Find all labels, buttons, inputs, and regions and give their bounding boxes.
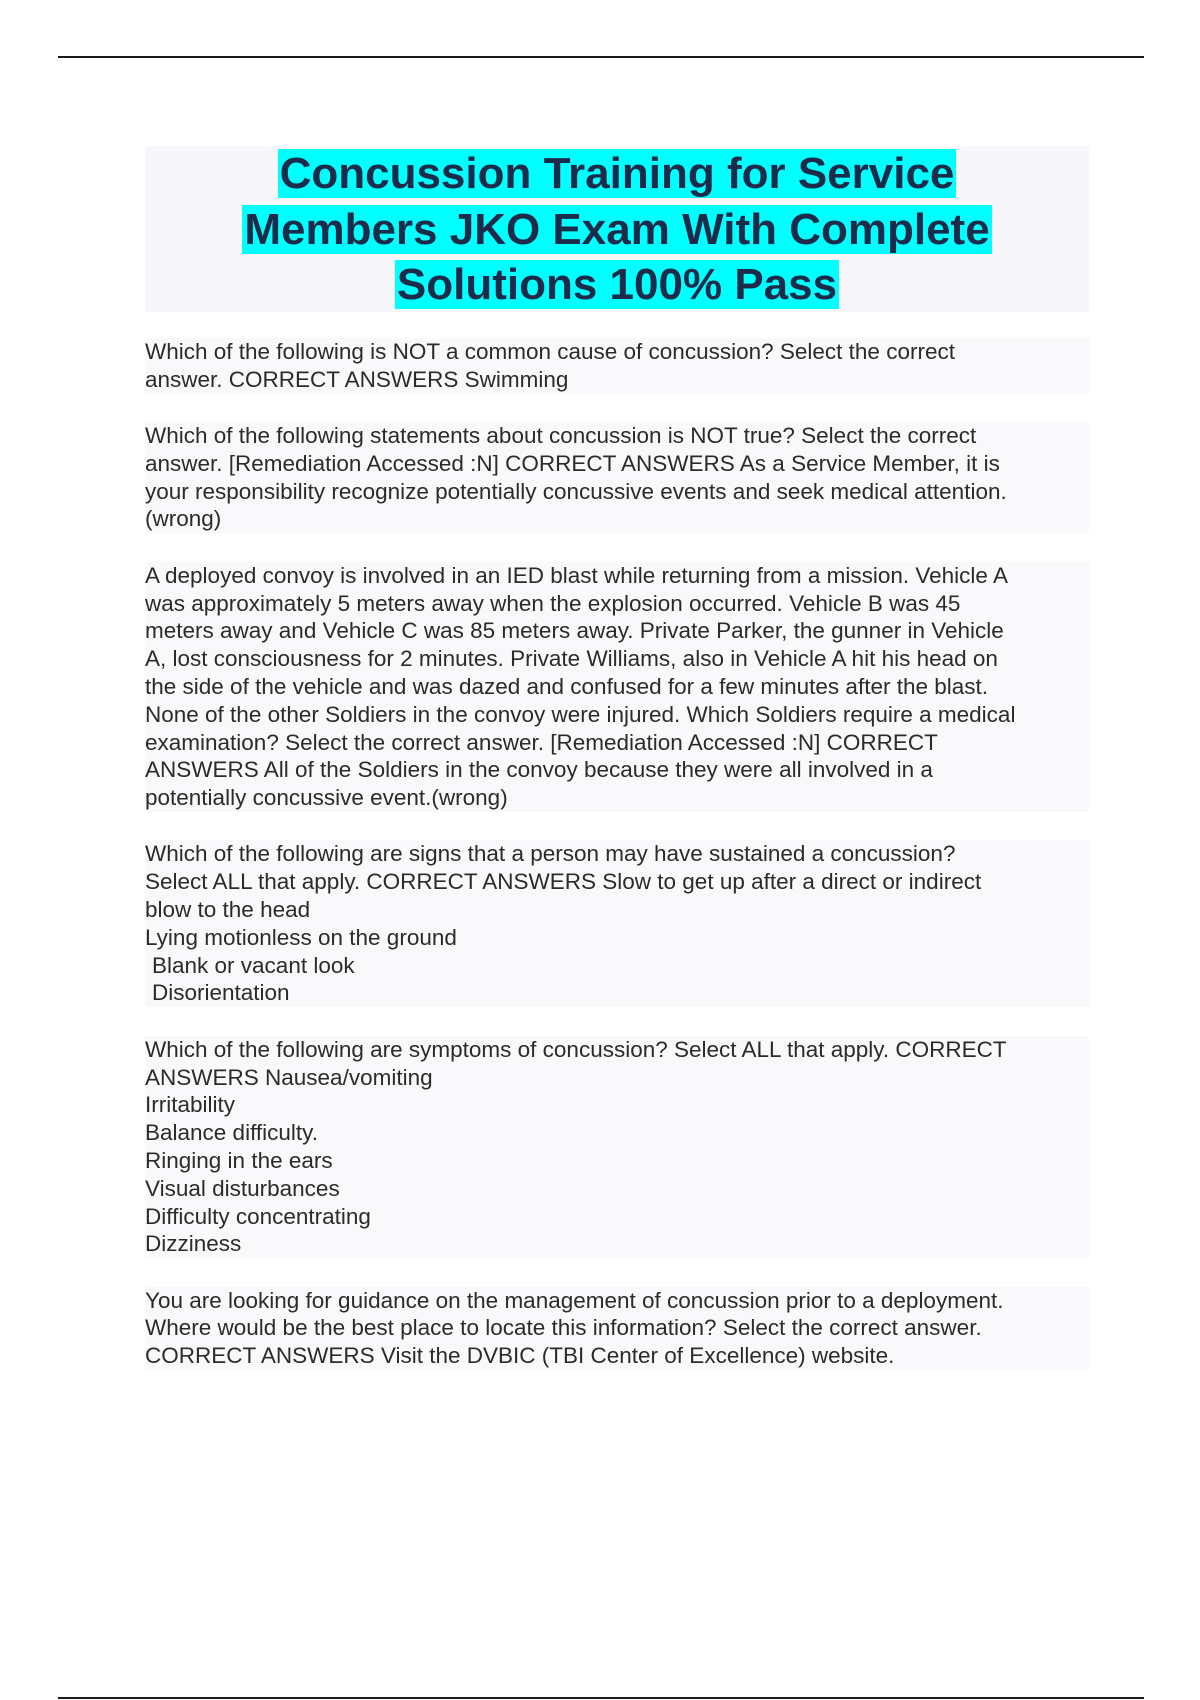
qa-line: Irritability: [145, 1092, 236, 1118]
qa-item-5: [145, 1036, 1089, 1258]
qa-line: answer. CORRECT ANSWERS Swimming: [145, 366, 569, 392]
qa-item-1: [145, 338, 1089, 394]
document-body: [145, 338, 1089, 1399]
qa-line: Which of the following is NOT a common cause of concussion? Select the correct: [145, 339, 955, 364]
qa-line: Ringing in the ears: [145, 1147, 333, 1173]
qa-item-4: [145, 840, 1089, 1007]
bottom-rule: [58, 1697, 1144, 1699]
qa-line: was approximately 5 meters away when the explosion occurred. Vehicle B was 45: [145, 590, 961, 616]
qa-line: examination? Select the correct answer. [Remediation Accessed :N] CORRECT: [145, 729, 938, 755]
qa-line: None of the other Soldiers in the convoy were injured. Which Soldiers require a medical: [145, 701, 1016, 727]
qa-line: blow to the head: [145, 897, 311, 923]
qa-item-3: [145, 562, 1089, 812]
qa-line: (wrong): [145, 506, 222, 532]
qa-line: You are looking for guidance on the management of concussion prior to a deployment.: [145, 1287, 1004, 1313]
qa-line: ANSWERS All of the Soldiers in the convoy because they were all involved in a: [145, 757, 933, 783]
qa-line: A deployed convoy is involved in an IED blast while returning from a mission. Vehicle A: [145, 562, 1008, 588]
document-title: [145, 146, 1089, 313]
qa-line: Balance difficulty.: [145, 1120, 319, 1146]
top-rule: [58, 56, 1144, 58]
qa-line: Where would be the best place to locate this information? Select the correct answer.: [145, 1315, 982, 1341]
title-block: [145, 146, 1089, 312]
qa-line: Which of the following are signs that a person may have sustained a concussion?: [145, 841, 956, 867]
qa-line: Blank or vacant look: [152, 952, 355, 978]
qa-line: answer. [Remediation Accessed :N] CORRECT ANSWERS As a Service Member, it is: [145, 450, 1000, 476]
qa-line: potentially concussive event.(wrong): [145, 785, 508, 811]
qa-line: Visual disturbances: [145, 1175, 340, 1201]
qa-line: your responsibility recognize potentially concussive events and seek medical attention.: [145, 478, 1007, 504]
qa-line: CORRECT ANSWERS Visit the DVBIC (TBI Center of Excellence) website.: [145, 1343, 895, 1369]
qa-line: Difficulty concentrating: [145, 1203, 371, 1229]
title-line-1: Concussion Training for Service: [279, 149, 955, 198]
qa-line: the side of the vehicle and was dazed and confused for a few minutes after the blast.: [145, 673, 989, 699]
qa-line: ANSWERS Nausea/vomiting: [145, 1064, 433, 1090]
qa-line: Select ALL that apply. CORRECT ANSWERS Slow to get up after a direct or indirect: [145, 869, 982, 895]
title-line-2: Members JKO Exam With Complete: [244, 204, 990, 254]
qa-line: Which of the following statements about concussion is NOT true? Select the correct: [145, 423, 977, 449]
qa-line: meters away and Vehicle C was 85 meters away. Private Parker, the gunner in Vehicle: [145, 618, 1004, 644]
qa-line: Disorientation: [152, 980, 290, 1006]
qa-line: Lying motionless on the ground: [145, 924, 457, 950]
title-line-3: Solutions 100% Pass: [396, 260, 838, 309]
qa-line: Dizziness: [145, 1231, 242, 1257]
qa-line: A, lost consciousness for 2 minutes. Private Williams, also in Vehicle A hit his head on: [145, 646, 998, 672]
qa-item-2: [145, 422, 1089, 533]
qa-line: Which of the following are symptoms of concussion? Select ALL that apply. CORRECT: [145, 1036, 1007, 1062]
qa-item-6: [145, 1287, 1089, 1370]
